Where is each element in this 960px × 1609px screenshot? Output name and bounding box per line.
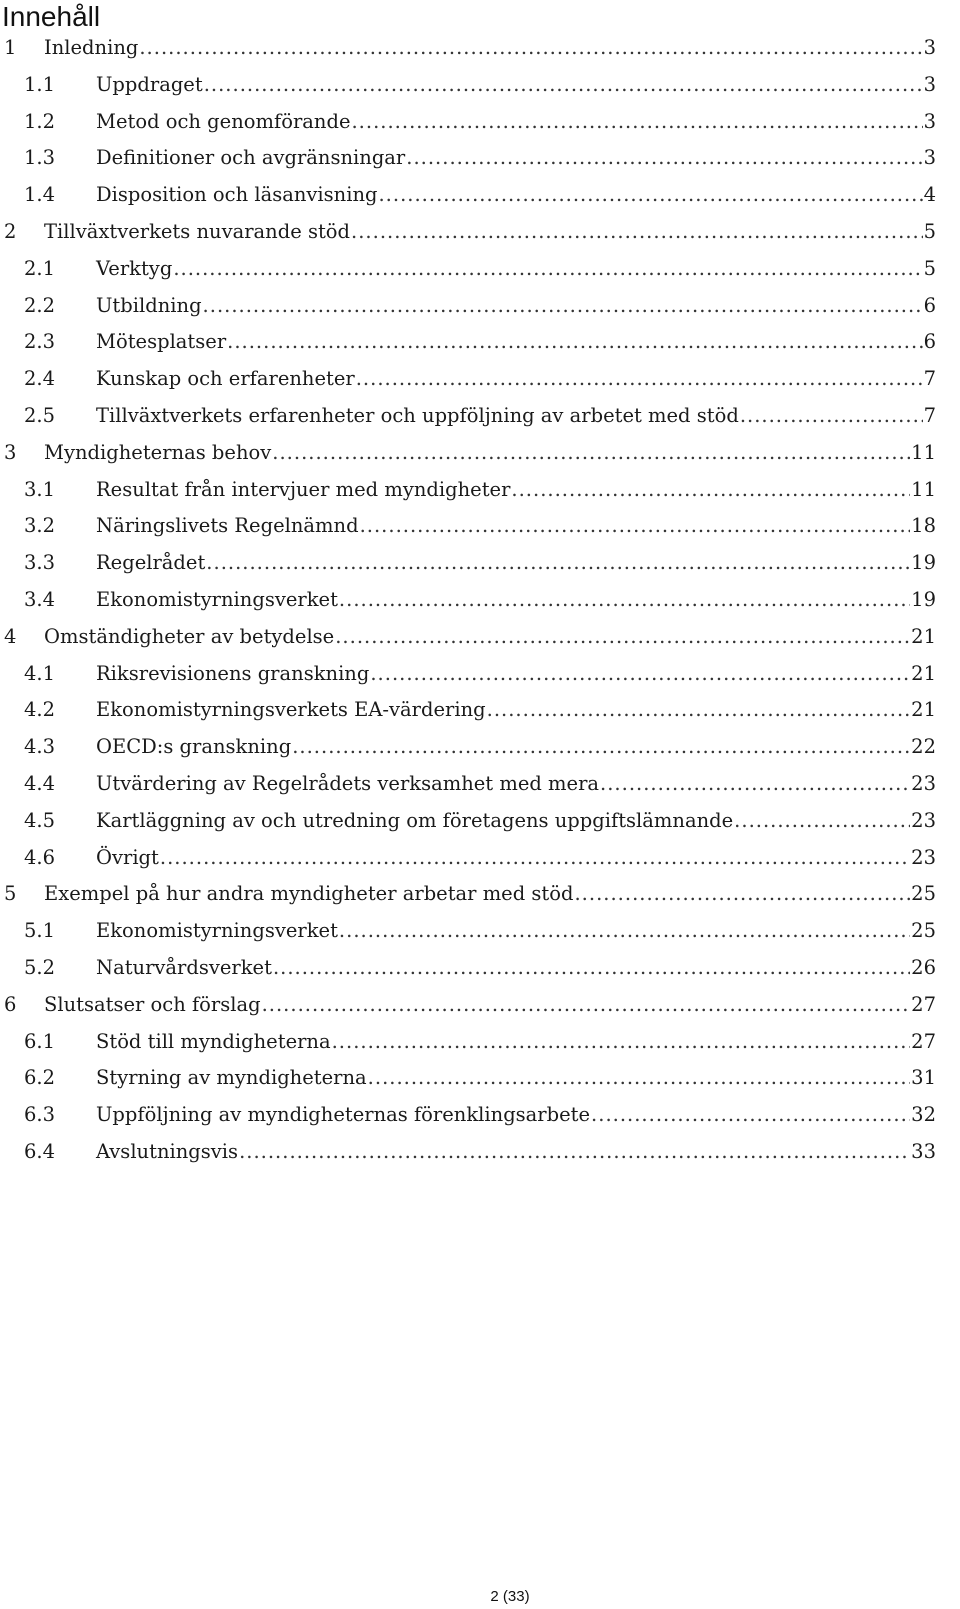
toc-entry-title[interactable]: Kunskap och erfarenheter	[96, 367, 355, 391]
toc-entry[interactable]	[0, 846, 960, 883]
toc-entry-number: 6.4	[24, 1139, 56, 1163]
toc-entry-page[interactable]: 11	[911, 477, 936, 501]
toc-entry[interactable]	[0, 588, 960, 625]
toc-dot-leader	[360, 514, 911, 537]
toc-dot-leader	[591, 1103, 910, 1126]
toc-dot-leader	[378, 183, 922, 206]
toc-entry-title[interactable]: Ekonomistyrningsverket	[96, 587, 338, 611]
toc-entry-number: 1.1	[24, 72, 56, 96]
toc-entry-page[interactable]: 7	[923, 403, 936, 427]
toc-dot-leader	[351, 220, 923, 243]
toc-dot-leader	[368, 1066, 911, 1089]
toc-dot-leader	[273, 956, 910, 979]
toc-dot-leader	[339, 919, 910, 942]
toc-dot-leader	[206, 551, 910, 574]
toc-entry-page[interactable]: 22	[911, 735, 936, 759]
toc-entry[interactable]	[0, 662, 960, 699]
toc-entry-number: 3.1	[24, 477, 56, 501]
toc-entry-page[interactable]: 3	[923, 109, 936, 133]
toc-entry-number: 3.2	[24, 514, 56, 538]
toc-entry-page[interactable]: 31	[911, 1066, 936, 1090]
toc-dot-leader	[203, 294, 923, 317]
toc-entry-number: 2.2	[24, 293, 56, 317]
toc-dot-leader	[239, 1140, 910, 1163]
toc-entry-page[interactable]: 6	[923, 293, 936, 317]
toc-entry-title[interactable]: Disposition och läsanvisning	[96, 183, 378, 207]
toc-entry-number: 1.4	[24, 183, 56, 207]
table-of-contents	[0, 36, 960, 1177]
toc-entry-number: 2.1	[24, 256, 56, 280]
toc-entry[interactable]	[0, 73, 960, 110]
toc-entry-page[interactable]: 3	[923, 146, 936, 170]
toc-entry[interactable]	[0, 772, 960, 809]
toc-entry-title[interactable]: Metod och genomförande	[96, 109, 351, 133]
toc-entry-page[interactable]: 23	[911, 808, 936, 832]
toc-dot-leader	[574, 882, 910, 905]
toc-entry[interactable]	[0, 441, 960, 478]
toc-entry-title[interactable]: OECD:s granskning	[96, 735, 292, 759]
toc-entry-title[interactable]: Exempel på hur andra myndigheter arbetar med stöd	[44, 882, 574, 906]
page-number-footer: 2 (33)	[490, 1588, 530, 1605]
toc-entry-page[interactable]: 33	[911, 1139, 936, 1163]
toc-entry[interactable]	[0, 257, 960, 294]
toc-entry-number: 1.2	[24, 109, 56, 133]
toc-entry-page[interactable]: 18	[911, 514, 936, 538]
toc-dot-leader	[406, 146, 922, 169]
toc-entry-page[interactable]: 6	[923, 330, 936, 354]
toc-entry-title[interactable]: Tillväxtverkets nuvarande stöd	[44, 219, 351, 243]
toc-entry-title[interactable]: Regelrådet	[96, 551, 206, 575]
toc-entry[interactable]	[0, 882, 960, 919]
toc-entry-number: 1	[4, 36, 17, 59]
toc-entry-title[interactable]: Styrning av myndigheterna	[96, 1066, 367, 1090]
toc-entry-title[interactable]: Tillväxtverkets erfarenheter och uppföljning av arbetet med stöd	[96, 403, 739, 427]
toc-entry-title[interactable]: Utvärdering av Regelrådets verksamhet med mera	[96, 771, 600, 795]
toc-entry[interactable]	[0, 1030, 960, 1067]
toc-entry-title[interactable]: Resultat från intervjuer med myndigheter	[96, 477, 511, 501]
toc-entry-number: 2.3	[24, 330, 56, 354]
toc-entry-number: 2.5	[24, 403, 56, 427]
toc-entry-number: 4.4	[24, 771, 56, 795]
toc-entry-number: 3	[4, 440, 17, 464]
toc-entry-page[interactable]: 25	[911, 919, 936, 943]
toc-entry[interactable]	[0, 1066, 960, 1103]
toc-dot-leader	[292, 735, 910, 758]
toc-entry-title[interactable]: Ekonomistyrningsverkets EA-värdering	[96, 698, 486, 722]
toc-entry[interactable]	[0, 294, 960, 331]
toc-entry-page[interactable]: 32	[911, 1103, 936, 1127]
toc-entry-page[interactable]: 3	[923, 36, 936, 59]
toc-entry-title[interactable]: Omständigheter av betydelse	[44, 624, 335, 648]
page-title: Innehåll	[2, 1, 101, 32]
toc-entry[interactable]	[0, 625, 960, 662]
toc-entry-number: 6.3	[24, 1103, 56, 1127]
toc-dot-leader	[356, 367, 923, 390]
toc-dot-leader	[335, 625, 910, 648]
toc-dot-leader	[160, 846, 910, 869]
toc-dot-leader	[487, 698, 911, 721]
toc-entry[interactable]	[0, 478, 960, 515]
toc-entry-title[interactable]: Myndigheternas behov	[44, 440, 272, 464]
toc-entry-number: 4.5	[24, 808, 56, 832]
toc-dot-leader	[740, 404, 923, 427]
toc-entry-number: 2	[4, 219, 17, 243]
toc-entry-page[interactable]: 5	[923, 219, 936, 243]
toc-entry-title[interactable]: Naturvårdsverket	[96, 955, 272, 979]
toc-entry-number: 5	[4, 882, 17, 906]
toc-dot-leader	[204, 73, 923, 96]
toc-entry[interactable]	[0, 993, 960, 1030]
toc-entry-title[interactable]: Stöd till myndigheterna	[96, 1029, 331, 1053]
toc-entry-number: 6.2	[24, 1066, 56, 1090]
toc-entry-number: 1.3	[24, 146, 56, 170]
toc-entry[interactable]	[0, 1103, 960, 1140]
toc-entry[interactable]	[0, 367, 960, 404]
toc-entry[interactable]	[0, 551, 960, 588]
toc-dot-leader	[600, 772, 910, 795]
toc-entry-title[interactable]: Övrigt	[96, 845, 159, 869]
toc-dot-leader	[272, 441, 910, 464]
toc-dot-leader	[227, 330, 922, 353]
toc-entry-number: 4.1	[24, 661, 56, 685]
toc-entry-title[interactable]: Inledning	[44, 36, 139, 59]
toc-entry-title[interactable]: Mötesplatser	[96, 330, 227, 354]
toc-entry[interactable]	[0, 36, 960, 73]
toc-entry-number: 3.4	[24, 587, 56, 611]
toc-entry-number: 4	[4, 624, 17, 648]
toc-entry-page[interactable]: 27	[911, 992, 936, 1016]
toc-dot-leader	[370, 662, 910, 685]
toc-entry[interactable]	[0, 110, 960, 147]
toc-entry[interactable]	[0, 404, 960, 441]
toc-entry-page[interactable]: 21	[911, 698, 936, 722]
toc-entry-title[interactable]: Näringslivets Regelnämnd	[96, 514, 359, 538]
toc-entry[interactable]	[0, 514, 960, 551]
toc-entry-title[interactable]: Utbildning	[96, 293, 202, 317]
toc-entry[interactable]	[0, 330, 960, 367]
toc-entry-page[interactable]: 19	[911, 587, 936, 611]
toc-entry[interactable]	[0, 146, 960, 183]
toc-entry-title[interactable]: Uppdraget	[96, 72, 203, 96]
toc-dot-leader	[139, 36, 922, 59]
toc-dot-leader	[734, 809, 910, 832]
toc-dot-leader	[173, 257, 922, 280]
toc-entry[interactable]	[0, 735, 960, 772]
toc-entry-title[interactable]: Ekonomistyrningsverket	[96, 919, 338, 943]
toc-entry[interactable]	[0, 1140, 960, 1177]
toc-entry-page[interactable]: 23	[911, 845, 936, 869]
toc-entry-page[interactable]: 21	[911, 624, 936, 648]
toc-entry-title[interactable]: Riksrevisionens granskning	[96, 661, 370, 685]
toc-entry-number: 2.4	[24, 367, 56, 391]
toc-entry-number: 4.6	[24, 845, 56, 869]
toc-entry[interactable]	[0, 919, 960, 956]
toc-entry-page[interactable]: 3	[923, 72, 936, 96]
toc-dot-leader	[339, 588, 910, 611]
toc-entry[interactable]	[0, 220, 960, 257]
toc-dot-leader	[511, 478, 910, 501]
toc-entry-page[interactable]: 7	[923, 367, 936, 391]
toc-entry-number: 6	[4, 992, 17, 1016]
toc-entry[interactable]	[0, 809, 960, 846]
toc-entry-page[interactable]: 19	[911, 551, 936, 575]
toc-entry-number: 5.2	[24, 955, 56, 979]
toc-entry-page[interactable]: 21	[911, 661, 936, 685]
toc-entry-title[interactable]: Kartläggning av och utredning om företagens uppgiftslämnande	[96, 808, 734, 832]
toc-entry-page[interactable]: 5	[923, 256, 936, 280]
toc-entry-title[interactable]: Avslutningsvis	[96, 1139, 239, 1163]
toc-entry-number: 3.3	[24, 551, 56, 575]
toc-entry-number: 6.1	[24, 1029, 56, 1053]
toc-entry-number: 4.2	[24, 698, 56, 722]
toc-entry[interactable]	[0, 956, 960, 993]
toc-entry-page[interactable]: 27	[911, 1029, 936, 1053]
toc-entry-title[interactable]: Definitioner och avgränsningar	[96, 146, 406, 170]
toc-entry-page[interactable]: 4	[923, 183, 936, 207]
toc-dot-leader	[332, 1030, 911, 1053]
toc-entry-title[interactable]: Verktyg	[96, 256, 173, 280]
toc-entry-page[interactable]: 11	[911, 440, 936, 464]
toc-entry[interactable]	[0, 698, 960, 735]
toc-entry-page[interactable]: 25	[911, 882, 936, 906]
toc-entry-number: 5.1	[24, 919, 56, 943]
toc-entry-page[interactable]: 23	[911, 771, 936, 795]
toc-entry-title[interactable]: Slutsatser och förslag	[44, 992, 261, 1016]
toc-entry-title[interactable]: Uppföljning av myndigheternas förenklingsarbete	[96, 1103, 591, 1127]
toc-entry[interactable]	[0, 183, 960, 220]
toc-entry-number: 4.3	[24, 735, 56, 759]
toc-dot-leader	[262, 993, 911, 1016]
toc-entry-page[interactable]: 26	[911, 955, 936, 979]
toc-dot-leader	[351, 110, 922, 133]
